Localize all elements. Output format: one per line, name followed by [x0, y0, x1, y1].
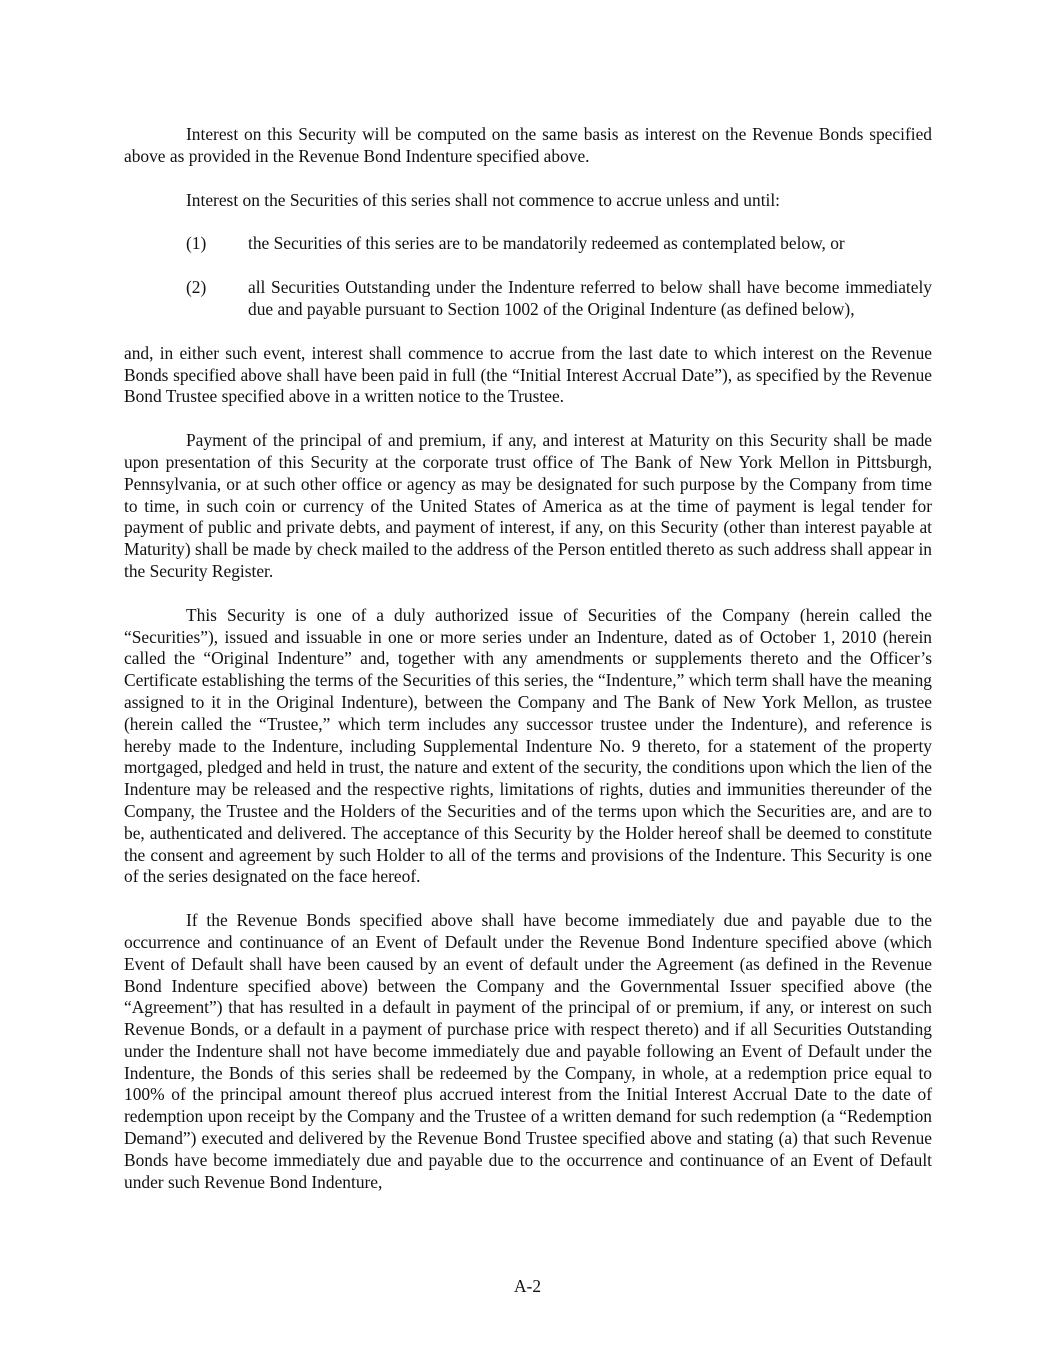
list-item-text: all Securities Outstanding under the Indenture referred to below shall have become immediately due and payable pursuant to Section 1002 of the Original Indenture (as defined below),: [248, 277, 932, 319]
paragraph-indenture: This Security is one of a duly authorized issue of Securities of the Company (herein called the “Securities”), issued and issuable in one or more series under an Indenture, dated as of October 1, 2010 (herein called the “Original Indenture” and, together with any amendments or supplements thereto and the Officer’s Certificate establishing the terms of the Securities of this series, the “Indenture,” which term shall have the meaning assigned to it in the Original Indenture), between the Company and The Bank of New York Mellon, as trustee (herein called the “Trustee,” which term includes any successor trustee under the Indenture), and reference is hereby made to the Indenture, including Supplemental Indenture No. 9 thereto, for a statement of the property mortgaged, pledged and held in trust, the nature and extent of the security, the conditions upon which the lien of the Indenture may be released and the respective rights, limitations of rights, duties and immunities thereunder of the Company, the Trustee and the Holders of the Securities and of the terms upon which the Securities are, and are to be, authenticated and delivered. The acceptance of this Security by the Holder hereof shall be deemed to constitute the consent and agreement by such Holder to all of the terms and provisions of the Indenture. This Security is one of the series designated on the face hereof.: [124, 604, 932, 887]
paragraph-accrual-event: and, in either such event, interest shall commence to accrue from the last date to which interest on the Revenue Bonds specified above shall have been paid in full (the “Initial Interest Accrual Date”), as specified by the Revenue Bond Trustee specified above in a written notice to the Trustee.: [124, 342, 932, 407]
paragraph-interest-basis: Interest on this Security will be computed on the same basis as interest on the Revenue Bonds specified above as provided in the Revenue Bond Indenture specified above.: [124, 124, 932, 166]
paragraph-redemption: If the Revenue Bonds specified above shall have become immediately due and payable due to the occurrence and continuance of an Event of Default under the Revenue Bond Indenture specified above (which Event of Default shall have been caused by an event of default under the Agreement (as defined in the Revenue Bond Indenture specified above) between the Company and the Governmental Issuer specified above (the “Agreement”) that has resulted in a default in payment of the principal of or premium, if any, or interest on such Revenue Bonds, or a default in a payment of purchase price with respect thereto) and if all Securities Outstanding under the Indenture shall not have become immediately due and payable following an Event of Default under the Indenture, the Bonds of this series shall be redeemed by the Company, in whole, at a redemption price equal to 100% of the principal amount thereof plus accrued interest from the Initial Interest Accrual Date to the date of redemption upon receipt by the Company and the Trustee of a written demand for such redemption (a “Redemption Demand”) executed and delivered by the Revenue Bond Trustee specified above and stating (a) that such Revenue Bonds have become immediately due and payable due to the occurrence and continuance of an Event of Default under such Revenue Bond Indenture,: [124, 910, 932, 1192]
list-item: [124, 233, 932, 255]
page-number: A-2: [513, 1276, 542, 1296]
list-item-number: (1): [186, 233, 207, 254]
list-item-text: the Securities of this series are to be mandatorily redeemed as contemplated below, or: [248, 233, 845, 254]
list-item-number: (2): [186, 277, 207, 298]
document-body: [124, 124, 932, 1215]
list-item: [124, 277, 932, 321]
paragraph-payment: Payment of the principal of and premium, if any, and interest at Maturity on this Security shall be made upon presentation of this Security at the corporate trust office of The Bank of New York Mellon in Pittsburgh, Pennsylvania, or at such other office or agency as may be designated for such purpose by the Company from time to time, in such coin or currency of the United States of America as at the time of payment is legal tender for payment of public and private debts, and payment of interest, if any, on this Security (other than interest payable at Maturity) shall be made by check mailed to the address of the Person entitled thereto as such address shall appear in the Security Register.: [124, 430, 932, 581]
paragraph-accrual-condition: Interest on the Securities of this series shall not commence to accrue unless and until:: [186, 189, 781, 210]
